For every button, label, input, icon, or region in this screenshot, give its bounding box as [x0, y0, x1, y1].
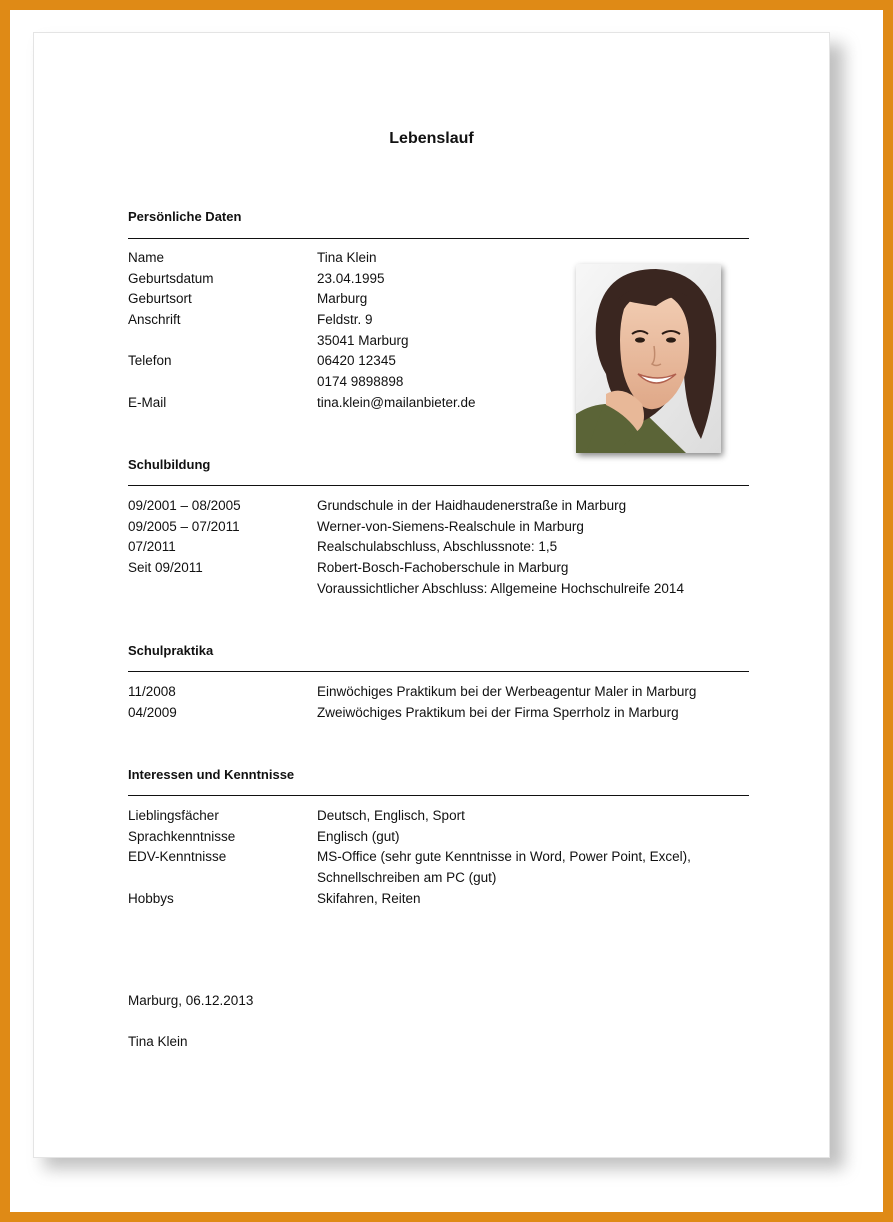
row-label: Lieblingsfächer — [128, 808, 219, 823]
school-row — [128, 579, 749, 599]
row-value: Marburg — [317, 291, 368, 306]
row-label: 04/2009 — [128, 705, 177, 720]
signature-name: Tina Klein — [128, 1034, 188, 1049]
internship-row — [128, 682, 749, 702]
row-value: Schnellschreiben am PC (gut) — [317, 870, 497, 885]
interest-row — [128, 868, 749, 888]
row-value: Werner-von-Siemens-Realschule in Marburg — [317, 519, 584, 534]
internship-row — [128, 703, 749, 723]
row-value: 23.04.1995 — [317, 271, 385, 286]
row-value: Zweiwöchiges Praktikum bei der Firma Sperrholz in Marburg — [317, 705, 679, 720]
portrait-photo — [576, 264, 721, 453]
row-label: Sprachkenntnisse — [128, 829, 236, 844]
school-row — [128, 558, 749, 578]
row-value: Voraussichtlicher Abschluss: Allgemeine Hochschulreife 2014 — [317, 581, 684, 596]
row-label: Telefon — [128, 353, 172, 368]
row-value: Tina Klein — [317, 250, 377, 265]
row-label: E-Mail — [128, 395, 167, 410]
row-label: Name — [128, 250, 165, 265]
row-value: 06420 12345 — [317, 353, 396, 368]
row-value: MS-Office (sehr gute Kenntnisse in Word, Power Point, Excel), — [317, 849, 691, 864]
row-value: Deutsch, Englisch, Sport — [317, 808, 465, 823]
row-label: 07/2011 — [128, 539, 176, 554]
school-row — [128, 496, 749, 516]
section-divider — [128, 795, 749, 796]
section-divider — [128, 485, 749, 486]
row-value: Einwöchiges Praktikum bei der Werbeagentur Maler in Marburg — [317, 684, 697, 699]
section-heading-internships: Schulpraktika — [128, 643, 214, 658]
row-value: Robert-Bosch-Fachoberschule in Marburg — [317, 560, 569, 575]
row-value: 35041 Marburg — [317, 333, 409, 348]
row-value: 0174 9898898 — [317, 374, 404, 389]
row-value: Feldstr. 9 — [317, 312, 373, 327]
row-label: Hobbys — [128, 891, 174, 906]
section-divider — [128, 671, 749, 672]
page-title: Lebenslauf — [389, 130, 474, 147]
cv-sheet — [33, 32, 830, 1158]
row-label: Geburtsort — [128, 291, 192, 306]
row-label: 09/2005 – 07/2011 — [128, 519, 240, 534]
row-label: 11/2008 — [128, 684, 176, 699]
row-label: EDV-Kenntnisse — [128, 849, 227, 864]
section-divider — [128, 238, 749, 239]
row-value: Realschulabschluss, Abschlussnote: 1,5 — [317, 539, 558, 554]
row-value: Englisch (gut) — [317, 829, 400, 844]
section-heading-personal: Persönliche Daten — [128, 209, 242, 224]
row-value: Grundschule in der Haidhaudenerstraße in Marburg — [317, 498, 627, 513]
interest-row — [128, 806, 749, 826]
row-label: 09/2001 – 08/2005 — [128, 498, 241, 513]
row-label: Seit 09/2011 — [128, 560, 203, 575]
place-date: Marburg, 06.12.2013 — [128, 993, 254, 1008]
school-row — [128, 537, 749, 557]
interest-row — [128, 847, 749, 867]
school-row — [128, 517, 749, 537]
interest-row — [128, 889, 749, 909]
email-link[interactable]: tina.klein@mailanbieter.de — [317, 395, 476, 410]
row-label: Anschrift — [128, 312, 181, 327]
section-heading-school: Schulbildung — [128, 457, 211, 472]
row-value: Skifahren, Reiten — [317, 891, 421, 906]
section-heading-interests: Interessen und Kenntnisse — [128, 767, 295, 782]
interest-row — [128, 827, 749, 847]
row-label: Geburtsdatum — [128, 271, 214, 286]
